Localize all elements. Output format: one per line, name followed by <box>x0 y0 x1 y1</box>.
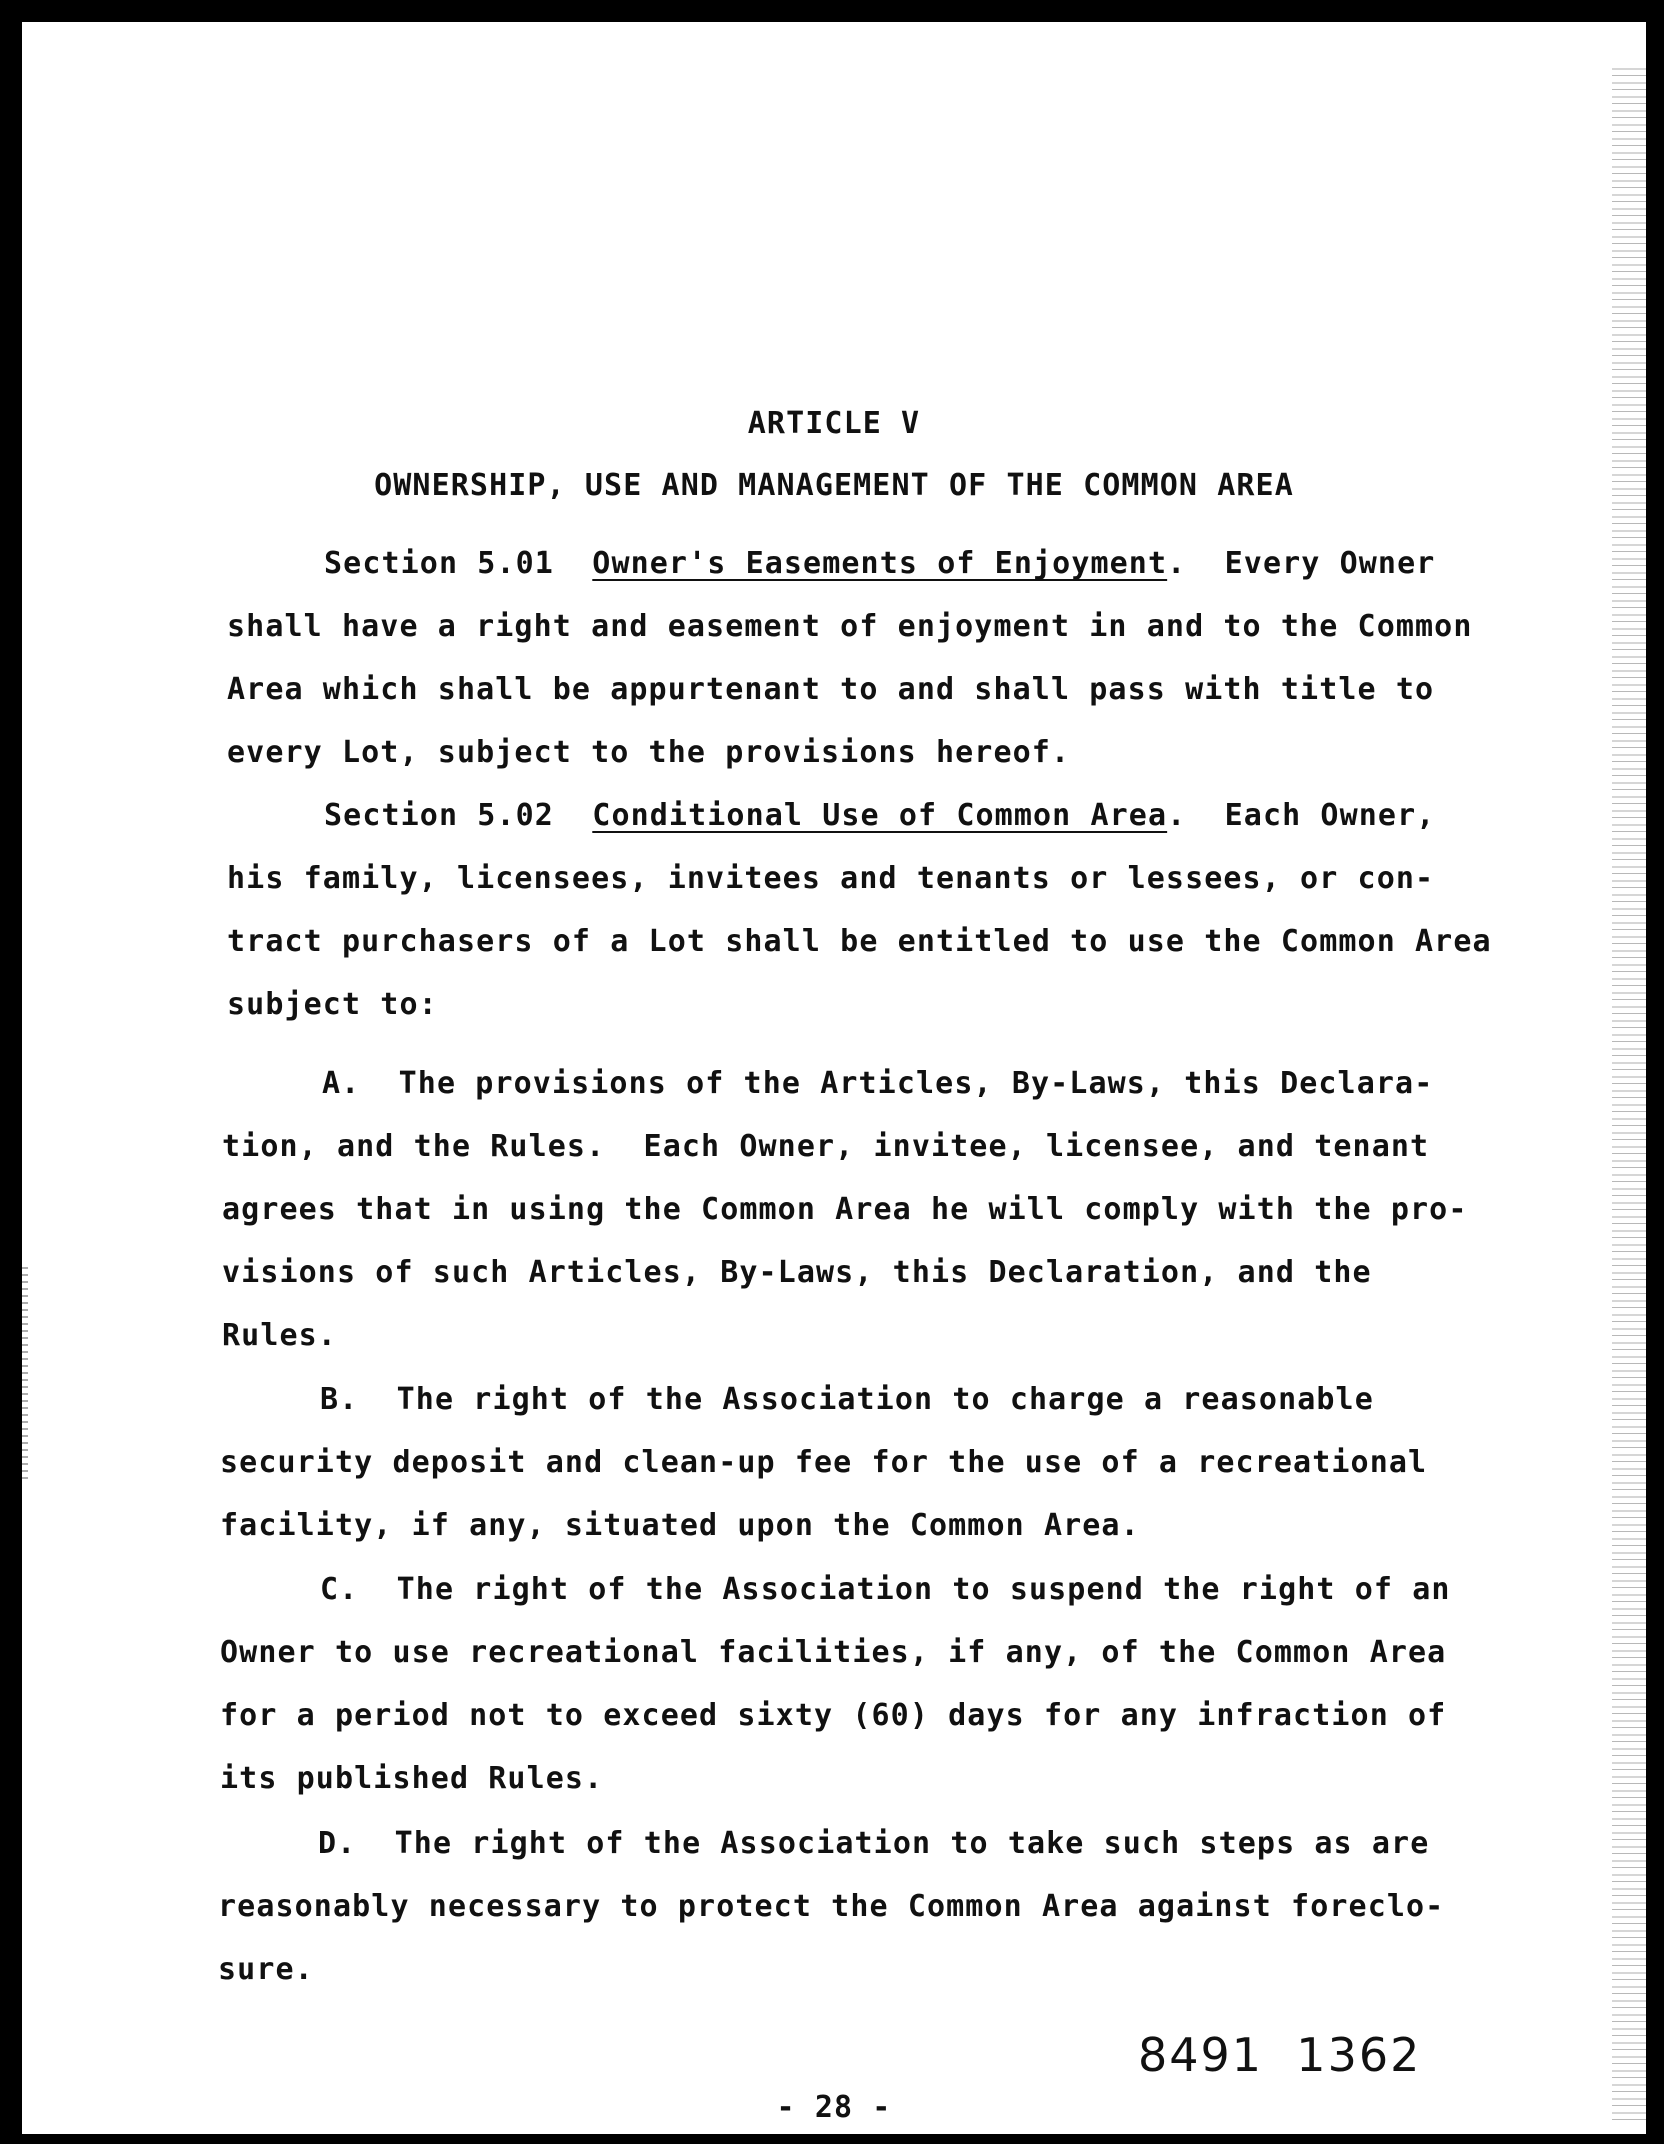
section-5-02-first-line <box>324 784 1435 847</box>
article-number: ARTICLE V <box>747 406 921 441</box>
item-b-line-3: facility, if any, situated upon the Common Area. <box>220 1508 1140 1543</box>
item-a-line-4: visions of such Articles, By-Laws, this Declaration, and the <box>222 1255 1372 1290</box>
section-5-01-heading: Owner's Easements of Enjoyment <box>592 546 1168 581</box>
section-5-01-line-4: every Lot, subject to the provisions hereof. <box>227 735 1071 770</box>
item-a-line-5: Rules. <box>222 1318 337 1353</box>
item-c-line-4: its published Rules. <box>220 1761 604 1796</box>
recording-stamp: 8491 1362 <box>1138 2028 1422 2082</box>
section-5-02-line-3: tract purchasers of a Lot shall be entitled to use the Common Area <box>227 924 1492 959</box>
item-a-line-1: A. The provisions of the Articles, By-Laws, this Declara- <box>322 1066 1434 1101</box>
section-5-01-number: Section 5.01 <box>324 546 554 581</box>
scan-edge-artifact-left <box>22 1262 28 1482</box>
section-5-01-line-3: Area which shall be appurtenant to and shall pass with title to <box>227 672 1435 707</box>
item-a-line-2: tion, and the Rules. Each Owner, invitee, licensee, and tenant <box>222 1129 1430 1164</box>
article-title: OWNERSHIP, USE AND MANAGEMENT OF THE COMMON AREA <box>374 468 1294 503</box>
section-5-02-number: Section 5.02 <box>324 798 554 833</box>
section-5-02-line-2: his family, licensees, invitees and tenants or lessees, or con- <box>227 861 1435 896</box>
item-a-line-3: agrees that in using the Common Area he will comply with the pro- <box>222 1192 1468 1227</box>
item-c-line-2: Owner to use recreational facilities, if any, of the Common Area <box>220 1635 1447 1670</box>
section-5-01-text-start: . Every Owner <box>1167 546 1436 581</box>
item-d-line-2: reasonably necessary to protect the Common Area against foreclo- <box>218 1889 1445 1924</box>
section-5-02-heading: Conditional Use of Common Area <box>592 798 1168 833</box>
page-number: - 28 - <box>776 2090 892 2125</box>
section-5-02-line-4: subject to: <box>227 987 438 1022</box>
section-5-01-first-line <box>324 532 1435 595</box>
item-b-line-2: security deposit and clean-up fee for the use of a recreational <box>220 1445 1428 1480</box>
item-d-line-3: sure. <box>218 1952 314 1987</box>
document-page <box>22 22 1646 2134</box>
item-b-line-1: B. The right of the Association to charge a reasonable <box>320 1382 1374 1417</box>
section-5-01-line-2: shall have a right and easement of enjoyment in and to the Common <box>227 609 1473 644</box>
section-5-02-text-start: . Each Owner, <box>1167 798 1436 833</box>
item-c-line-3: for a period not to exceed sixty (60) days for any infraction of <box>220 1698 1447 1733</box>
item-c-line-1: C. The right of the Association to suspend the right of an <box>320 1572 1451 1607</box>
scan-edge-artifact <box>1612 62 1646 2122</box>
item-d-line-1: D. The right of the Association to take such steps as are <box>318 1826 1430 1861</box>
